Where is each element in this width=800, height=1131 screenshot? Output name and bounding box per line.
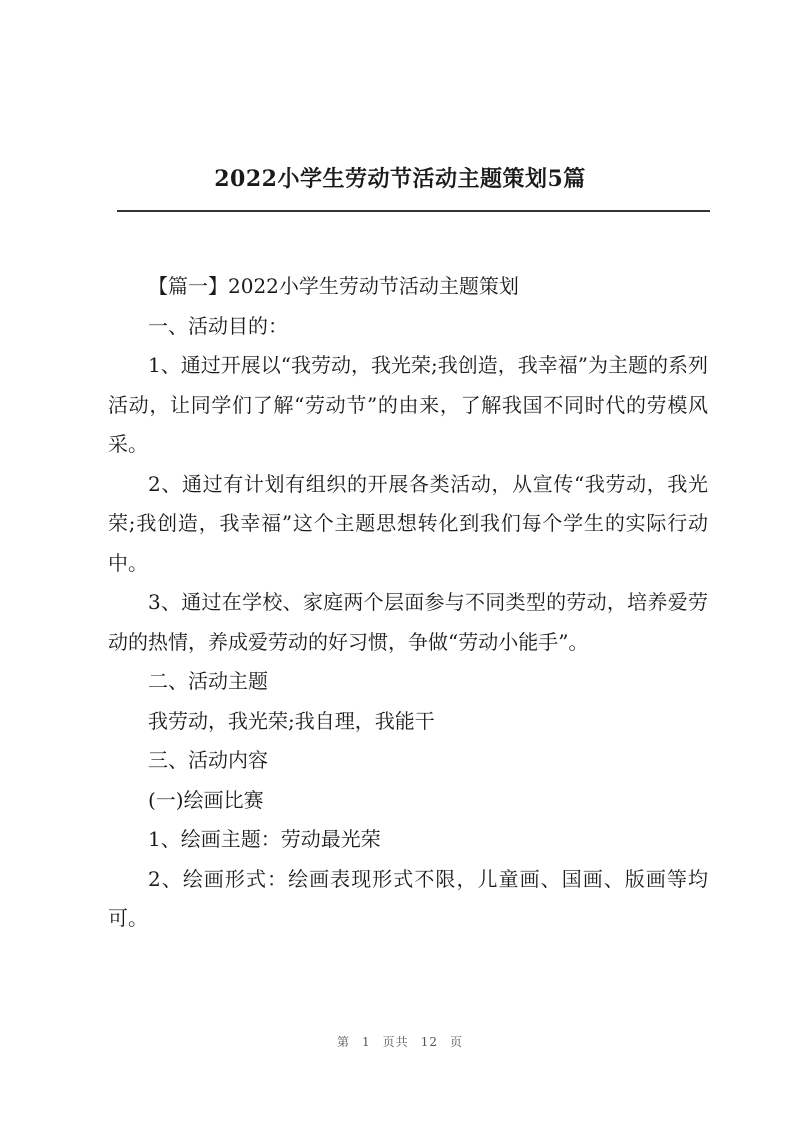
section-heading-part-one: 【篇一】2022小学生劳动节活动主题策划: [148, 274, 519, 298]
subheading-drawing-contest: (一)绘画比赛: [148, 787, 264, 812]
title-divider: [117, 210, 710, 212]
footer-page-suffix: 页: [449, 1035, 463, 1049]
footer-page-total: 12: [420, 1035, 438, 1049]
page-footer: [0, 1033, 800, 1050]
heading-activity-content: 三、活动内容: [148, 748, 268, 772]
drawing-theme-item: 1、绘画主题：劳动最光荣: [148, 827, 381, 851]
footer-page-middle: 页共: [382, 1035, 409, 1049]
heading-activity-theme: 二、活动主题: [148, 669, 268, 693]
document-body: [108, 267, 708, 939]
footer-page-prefix: 第: [337, 1035, 351, 1049]
purpose-item-2: 2、通过有计划有组织的开展各类活动，从宣传“我劳动，我光荣;我创造，我幸福”这个主题思想转化到我们每个学生的实际行动中。: [108, 471, 708, 575]
heading-activity-purpose: 一、活动目的：: [148, 313, 288, 338]
purpose-item-1: 1、通过开展以“我劳动，我光荣;我创造，我幸福”为主题的系列活动，让同学们了解“劳动节”的由来，了解我国不同时代的劳模风采。: [108, 353, 708, 456]
footer-page-current: 1: [362, 1035, 371, 1049]
drawing-form-item: 2、绘画形式：绘画表现形式不限，儿童画、国画、版画等均可。: [108, 866, 708, 930]
activity-theme-text: 我劳动，我光荣;我自理，我能干: [148, 708, 435, 733]
page-title: 2022小学生劳动节活动主题策划5篇: [214, 166, 586, 192]
purpose-item-3: 3、通过在学校、家庭两个层面参与不同类型的劳动，培养爱劳动的热情，养成爱劳动的好习惯，争做“劳动小能手”。: [108, 590, 708, 654]
